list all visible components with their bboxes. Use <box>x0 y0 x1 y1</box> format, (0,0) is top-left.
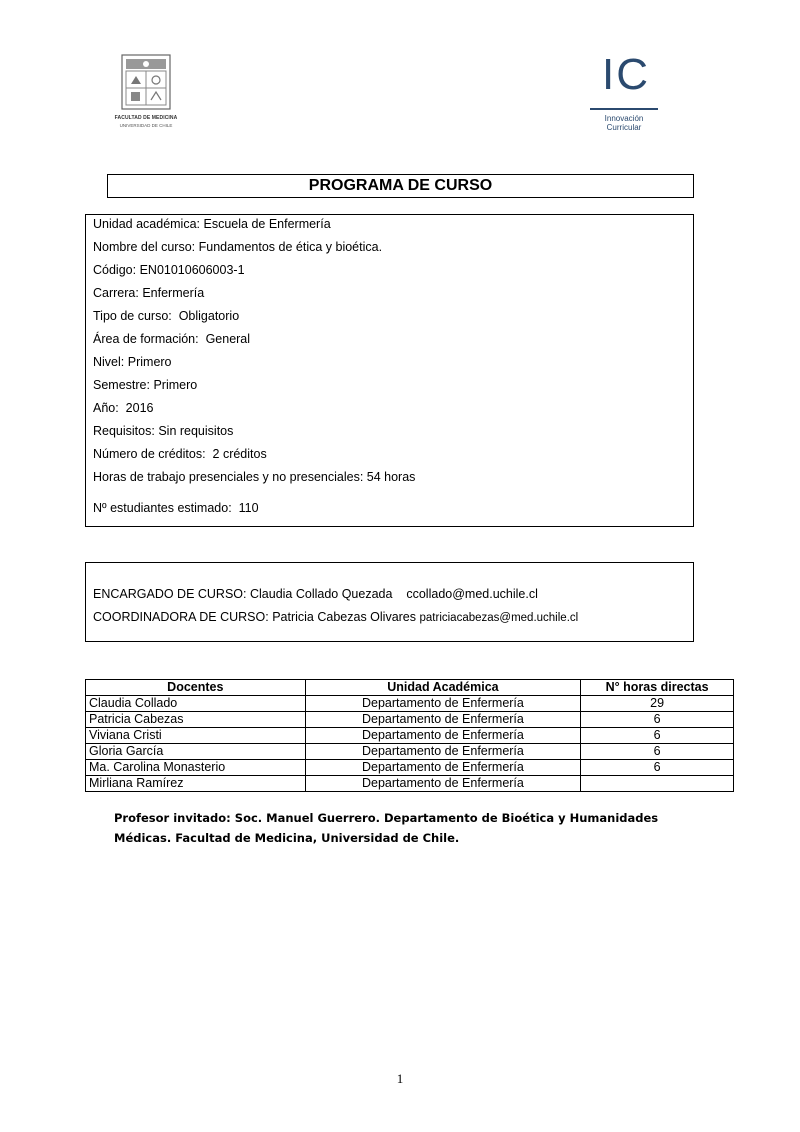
docente-unidad: Departamento de Enfermería <box>305 760 581 776</box>
docente-name: Ma. Carolina Monasterio <box>86 760 306 776</box>
nombre-line: Nombre del curso: Fundamentos de ética y bioética. <box>93 240 383 254</box>
logo-divider <box>590 108 658 110</box>
docente-name: Gloria García <box>86 744 306 760</box>
docente-unidad: Departamento de Enfermería <box>305 776 581 792</box>
docente-unidad: Departamento de Enfermería <box>305 744 581 760</box>
docente-unidad: Departamento de Enfermería <box>305 696 581 712</box>
logo-left-line2: UNIVERSIDAD DE CHILE <box>119 123 173 128</box>
coordinadora-line: COORDINADORA DE CURSO: Patricia Cabezas Olivares patriciacabezas@med.uchile.cl <box>93 610 579 624</box>
docente-name: Patricia Cabezas <box>86 712 306 728</box>
horas-line: Horas de trabajo presenciales y no presenciales: 54 horas <box>93 470 416 484</box>
encargado-email: ccollado@med.uchile.cl <box>406 587 538 601</box>
page-number: 1 <box>396 1071 404 1086</box>
requisitos-line: Requisitos: Sin requisitos <box>93 424 234 438</box>
carrera-line: Carrera: Enfermería <box>93 286 205 300</box>
header-horas: N° horas directas <box>581 680 734 696</box>
ic-mark: IC <box>602 50 650 99</box>
codigo-line: Código: EN01010606003-1 <box>93 263 245 277</box>
tipo-line: Tipo de curso: Obligatorio <box>93 309 240 323</box>
facultad-medicina-logo <box>113 48 179 140</box>
docente-horas <box>581 776 734 792</box>
docente-unidad: Departamento de Enfermería <box>305 712 581 728</box>
course-info-box <box>85 214 694 527</box>
estudiantes-line: Nº estudiantes estimado: 110 <box>93 501 259 515</box>
docente-horas: 29 <box>581 696 734 712</box>
semestre-line: Semestre: Primero <box>93 378 198 392</box>
nivel-line: Nivel: Primero <box>93 355 172 369</box>
docente-name: Viviana Cristi <box>86 728 306 744</box>
docente-horas: 6 <box>581 744 734 760</box>
logo-right-line1: Innovación <box>604 114 644 123</box>
creditos-line: Número de créditos: 2 créditos <box>93 447 267 461</box>
header-docentes: Docentes <box>86 680 306 696</box>
anio-line: Año: 2016 <box>93 401 154 415</box>
university-crest-icon <box>121 54 171 110</box>
logo-right-line2: Curricular <box>606 123 642 132</box>
innovacion-curricular-logo <box>588 50 660 146</box>
header-unidad: Unidad Académica <box>305 680 581 696</box>
docente-name: Mirliana Ramírez <box>86 776 306 792</box>
area-line: Área de formación: General <box>93 332 251 346</box>
docentes-table <box>85 679 734 792</box>
document-title: PROGRAMA DE CURSO <box>107 174 694 198</box>
table-row <box>86 744 734 760</box>
docente-horas: 6 <box>581 760 734 776</box>
table-row <box>86 728 734 744</box>
table-row <box>86 776 734 792</box>
coordinadora-email: patriciacabezas@med.uchile.cl <box>419 612 579 624</box>
course-staff-box <box>85 562 694 642</box>
encargado-line: ENCARGADO DE CURSO: Claudia Collado Quezada ccollado@med.uchile.cl <box>93 587 538 601</box>
docente-unidad: Departamento de Enfermería <box>305 728 581 744</box>
table-header-row <box>86 680 734 696</box>
docente-horas: 6 <box>581 712 734 728</box>
docente-name: Claudia Collado <box>86 696 306 712</box>
table-row <box>86 696 734 712</box>
profesor-invitado: Profesor invitado: Soc. Manuel Guerrero. Departamento de Bioética y Humanidades Médicas. Facultad de Medicina, Universidad de Chile. <box>114 811 659 845</box>
table-row <box>86 760 734 776</box>
unidad-line: Unidad académica: Escuela de Enfermería <box>93 217 331 231</box>
docente-horas: 6 <box>581 728 734 744</box>
logo-left-line1: FACULTAD DE MEDICINA <box>114 115 178 121</box>
table-row <box>86 712 734 728</box>
